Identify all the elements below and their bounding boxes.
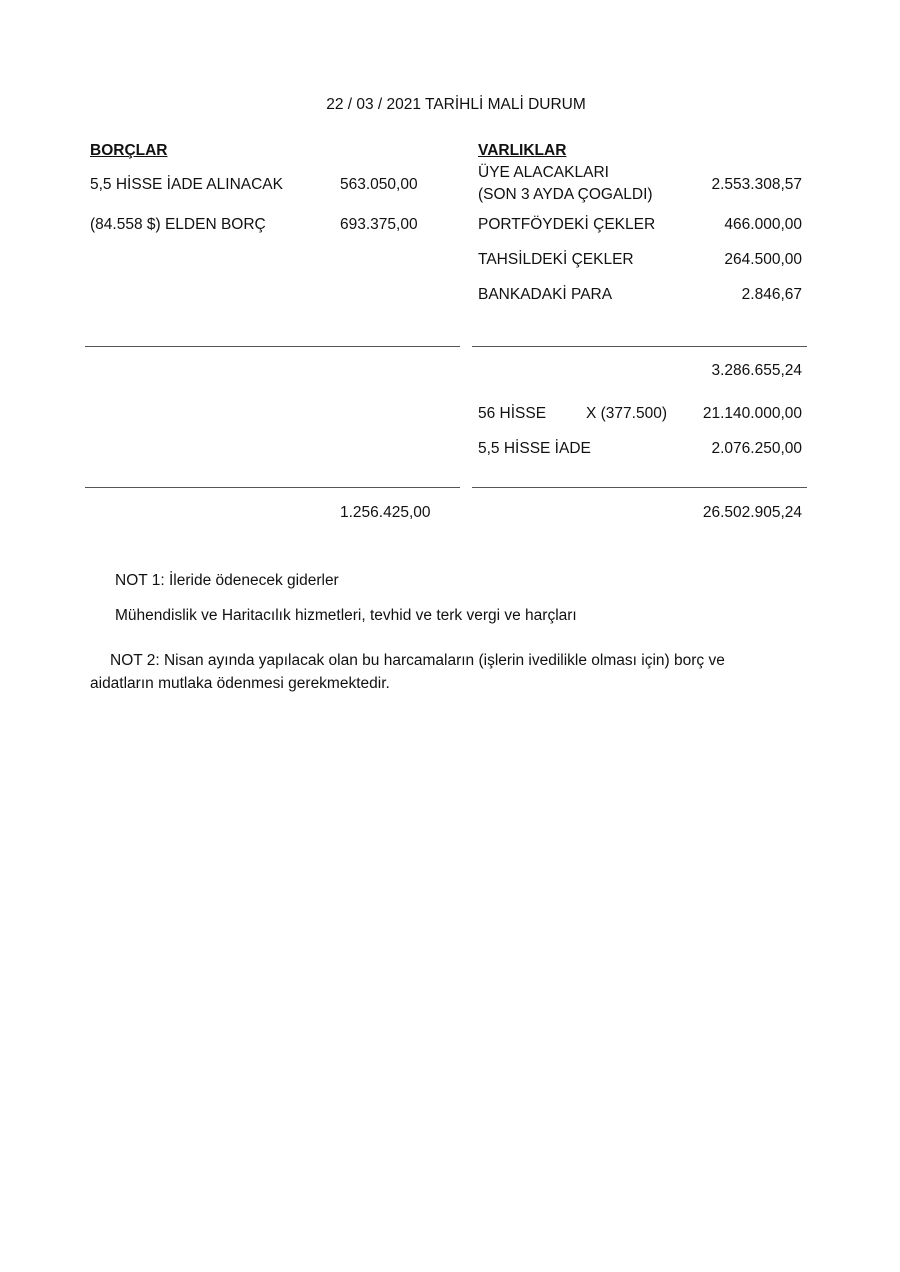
asset-label: PORTFÖYDEKİ ÇEKLER — [478, 216, 656, 233]
assets-header: VARLIKLAR — [478, 142, 567, 159]
note-1-detail: Mühendislik ve Haritacılık hizmetleri, tevhid ve terk vergi ve harçları — [115, 607, 577, 624]
receivables-amount: 2.553.308,57 — [711, 176, 802, 193]
liabilities-total: 1.256.425,00 — [340, 504, 431, 521]
asset-amount: 2.846,67 — [741, 286, 802, 303]
divider-right — [472, 487, 807, 488]
shares-amount: 21.140.000,00 — [702, 405, 802, 422]
receivables-label: ÜYE ALACAKLARI — [478, 164, 609, 181]
liability-amount: 693.375,00 — [340, 216, 418, 233]
divider-left — [85, 487, 460, 488]
share-return-amount: 2.076.250,00 — [711, 440, 802, 457]
asset-label: BANKADAKİ PARA — [478, 286, 613, 303]
receivables-note: (SON 3 AYDA ÇOGALDI) — [478, 186, 653, 203]
asset-label: TAHSİLDEKİ ÇEKLER — [478, 251, 634, 268]
shares-multiplier: X (377.500) — [586, 405, 667, 422]
note-2-line-2: aidatların mutlaka ödenmesi gerekmektedir. — [90, 675, 390, 692]
document-title: 22 / 03 / 2021 TARİHLİ MALİ DURUM — [326, 96, 586, 113]
liabilities-header: BORÇLAR — [90, 142, 168, 159]
share-return-label: 5,5 HİSSE İADE — [478, 440, 591, 457]
assets-subtotal: 3.286.655,24 — [711, 362, 802, 379]
liability-label: 5,5 HİSSE İADE ALINACAK — [90, 176, 283, 193]
note-2-line-1: NOT 2: Nisan ayında yapılacak olan bu harcamaların (işlerin ivedilikle olması için) borç ve — [110, 652, 725, 669]
liability-amount: 563.050,00 — [340, 176, 418, 193]
asset-amount: 466.000,00 — [724, 216, 802, 233]
liability-label: (84.558 $) ELDEN BORÇ — [90, 216, 266, 233]
assets-total: 26.502.905,24 — [702, 504, 802, 521]
note-1-title: NOT 1: İleride ödenecek giderler — [115, 572, 339, 589]
divider-left — [85, 346, 460, 347]
asset-amount: 264.500,00 — [724, 251, 802, 268]
shares-label: 56 HİSSE — [478, 405, 547, 422]
divider-right — [472, 346, 807, 347]
